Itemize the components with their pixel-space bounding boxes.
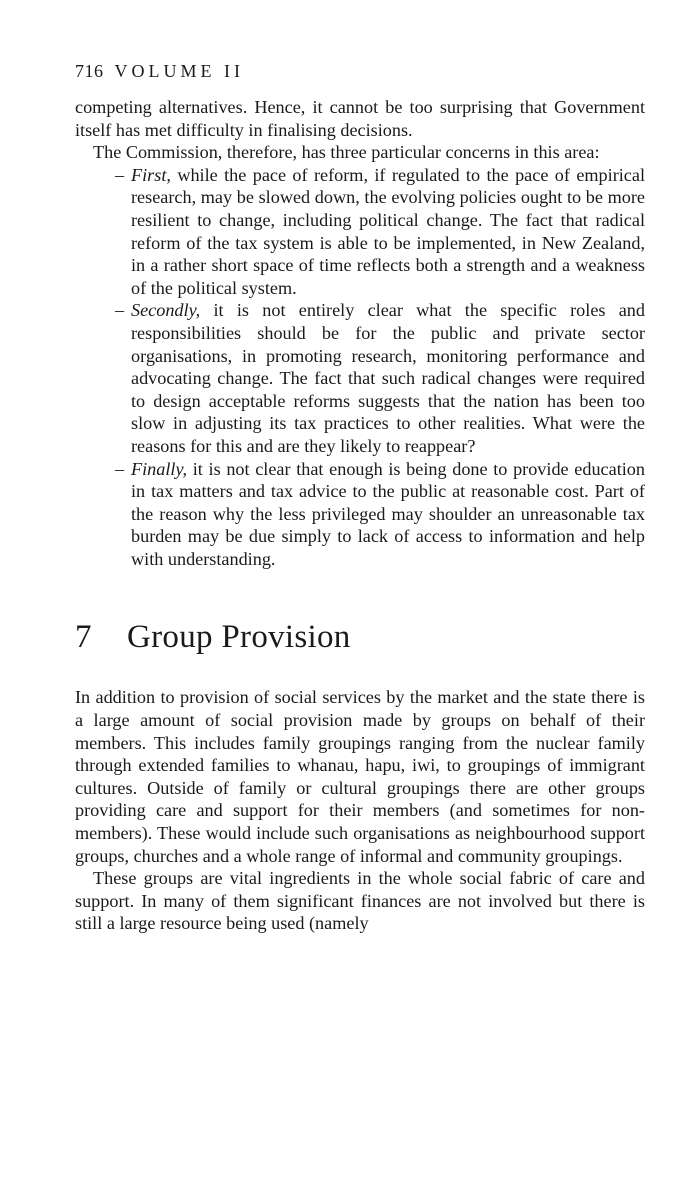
concern-item (115, 164, 645, 300)
list-dash: – (115, 458, 125, 479)
concern-item (115, 299, 645, 457)
concern-lead: Finally, (131, 458, 188, 479)
list-dash: – (115, 164, 125, 185)
section-heading (75, 617, 645, 657)
volume-label: VOLUME II (114, 61, 244, 81)
concern-item (115, 458, 645, 571)
concerns-list (75, 164, 645, 571)
running-head (75, 58, 645, 84)
list-dash: – (115, 300, 125, 321)
page-number: 716 (75, 61, 104, 81)
document-page (75, 58, 645, 935)
section-paragraph: In addition to provision of social services by the market and the state there is a large amount of social provision made by groups on behalf of their members. This includes family groupings ranging from the nuclear family through extended families to whanau, hapu, iwi, to groupings of immigrant cultures. Outside of family or cultural groupings there are other groups providing care and support for their members (and sometimes for non-members). These would include such organisations as neighbourhood support groups, churches and a whole range of informal and community groupings. (75, 687, 645, 866)
section-title: Group Provision (127, 619, 351, 656)
concern-lead: Secondly, (131, 300, 201, 321)
concern-text: it is not clear that enough is being done to provide education in tax matters and tax advice to the public at reasonable cost. Part of the reason why the less privileged may shoulder an unreasonable tax burden may be due simply to lack of access to information and help with understanding. (131, 458, 645, 569)
concern-lead: First, (131, 164, 171, 185)
concerns-intro: The Commission, therefore, has three particular concerns in this area: (93, 142, 600, 163)
section-paragraph: These groups are vital ingredients in the whole social fabric of care and support. In many of them significant finances are not involved but there is still a large resource being used (namely (75, 868, 645, 934)
section-number: 7 (75, 619, 92, 656)
concern-text: it is not entirely clear what the specific roles and responsibilities should be for the public and private sector organisations, in promoting research, monitoring performance and advocating change. The fact that such radical changes were required to design acceptable reforms suggests that the nation has been too slow in adjusting its tax practices to other realities. What were the reasons for this and are they likely to reappear? (131, 300, 645, 456)
continued-paragraph: competing alternatives. Hence, it cannot be too surprising that Government itself has met difficulty in finalising decisions. (75, 97, 645, 140)
concern-text: while the pace of reform, if regulated to the pace of empirical research, may be slowed down, the evolving policies ought to be more resilient to change, including political change. The fact that radical reform of the tax system is able to be implemented, in New Zealand, in a rather short space of time reflects both a strength and a weakness of the political system. (131, 164, 645, 298)
